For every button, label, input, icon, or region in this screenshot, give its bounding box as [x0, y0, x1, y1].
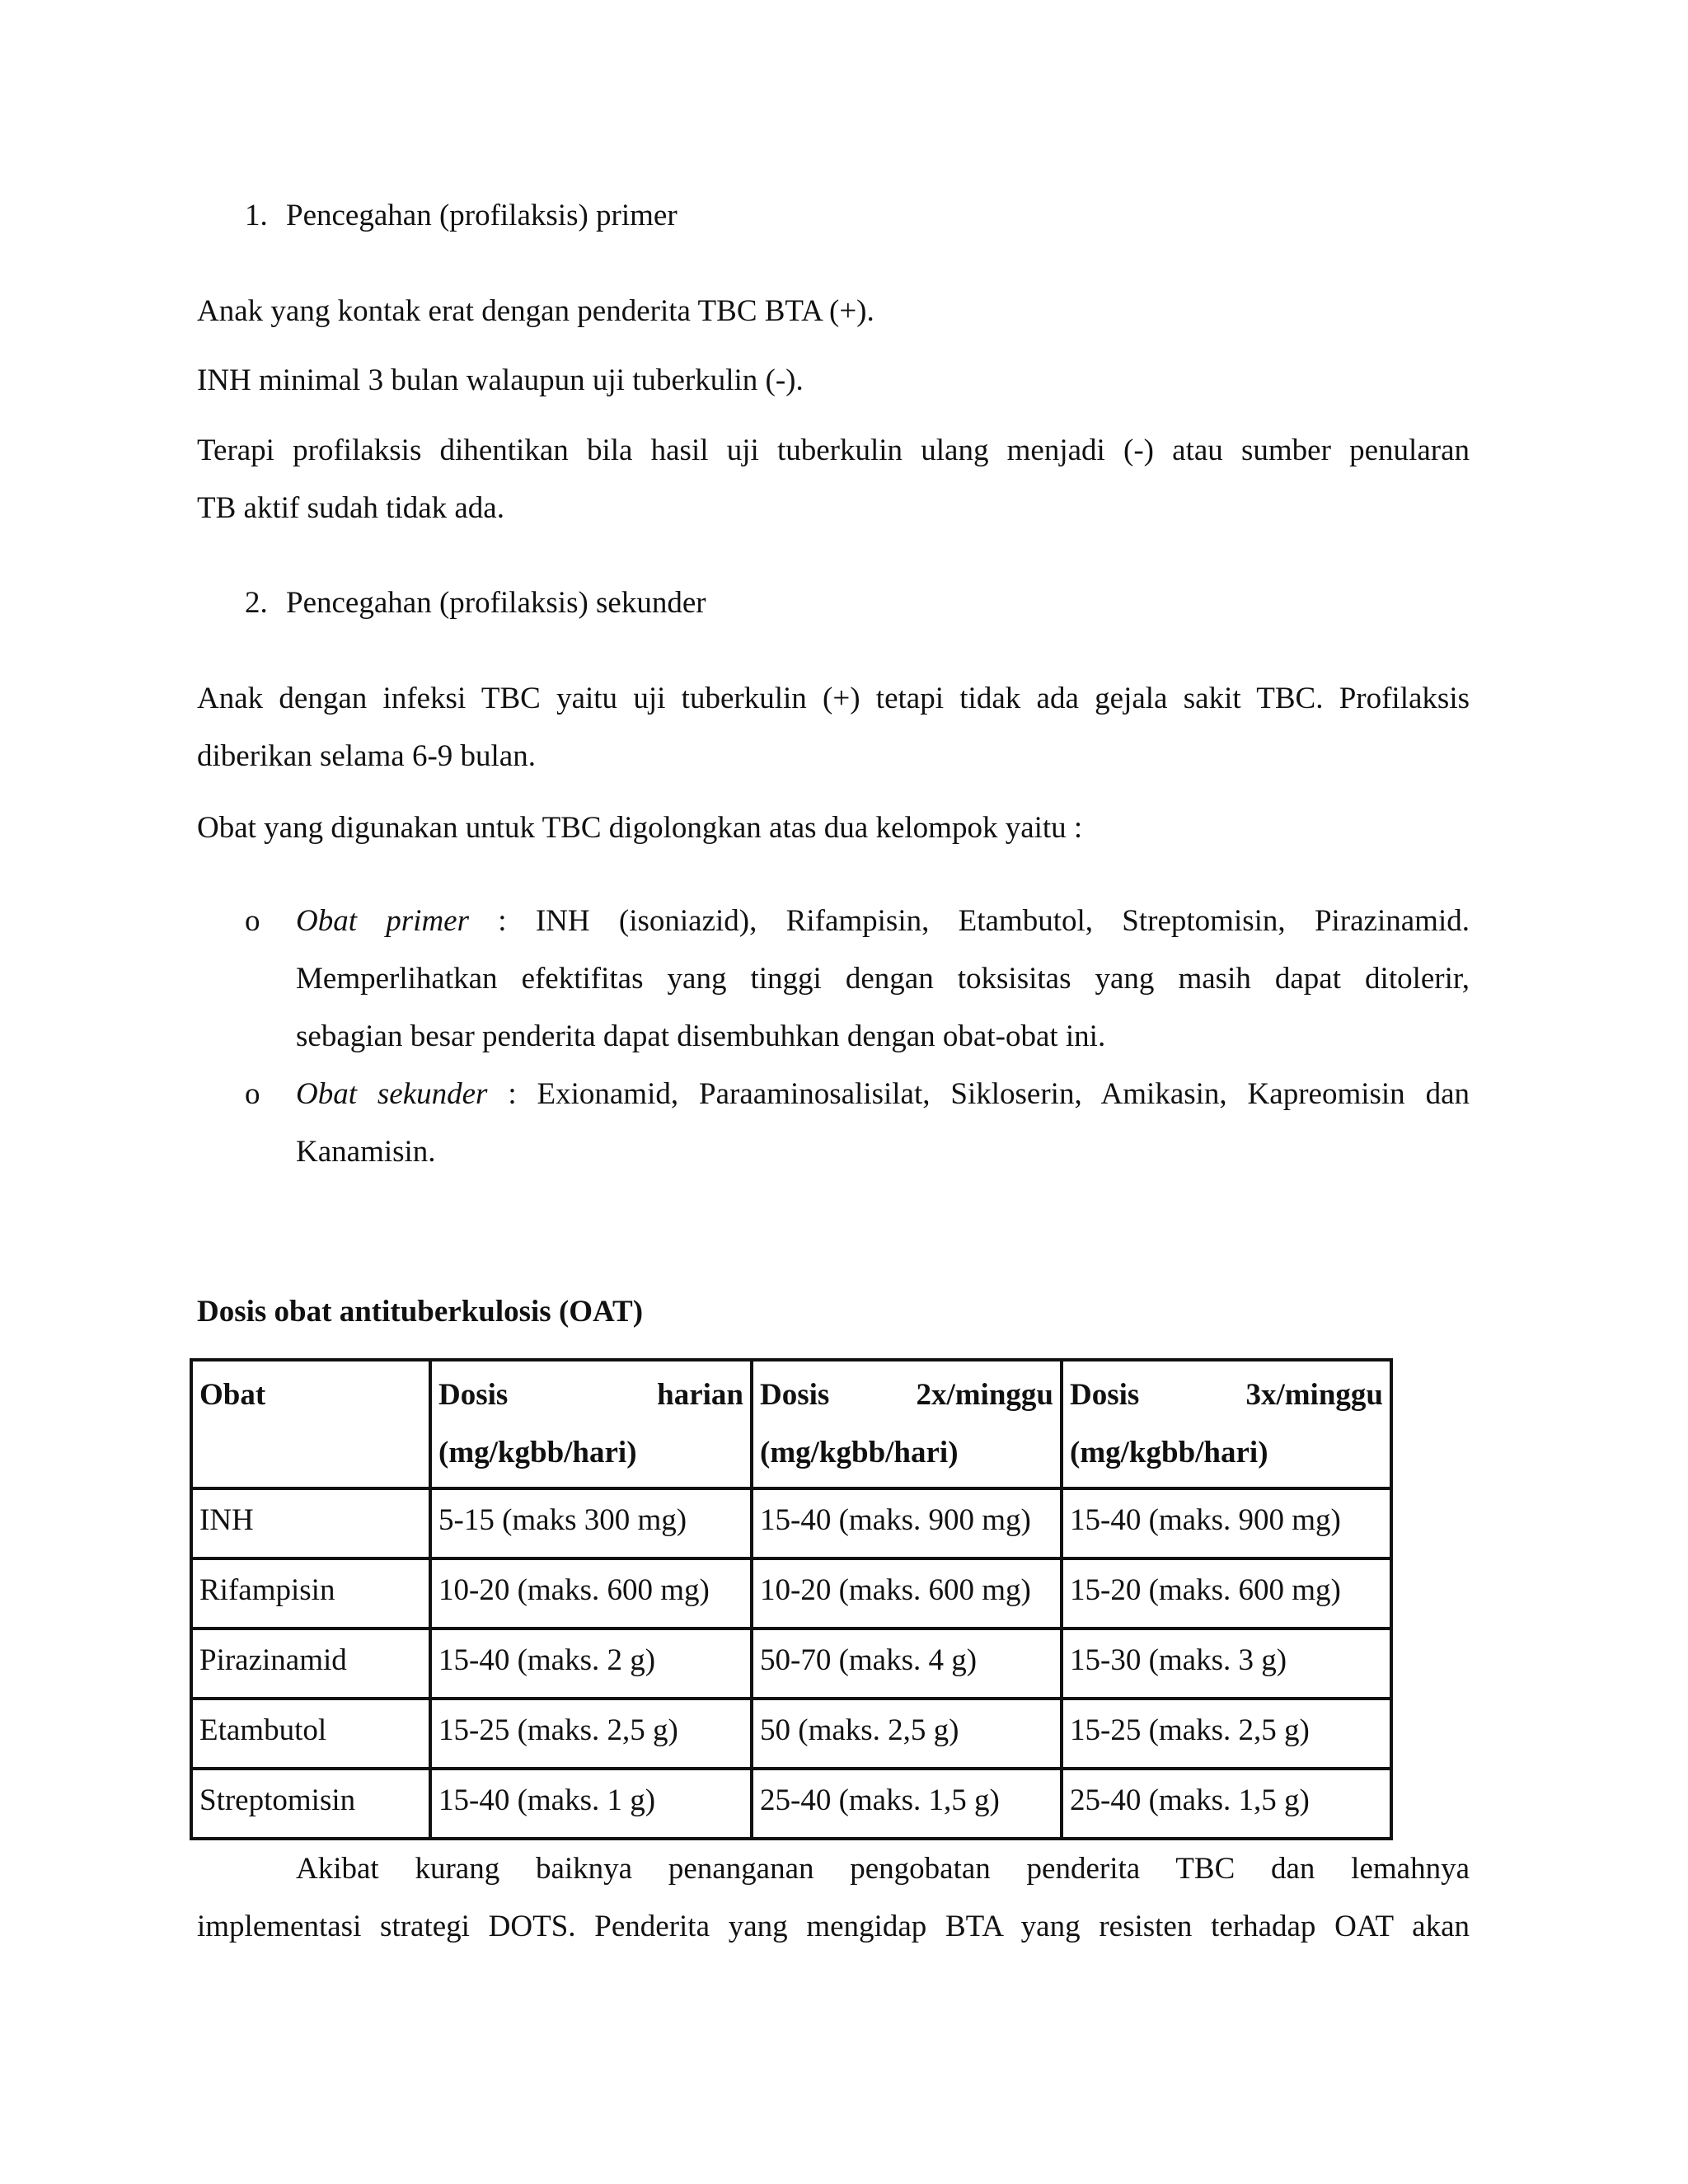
table-cell: 15-25 (maks. 2,5 g): [1062, 1699, 1391, 1769]
bullet-secondary-line2: Kanamisin.: [296, 1135, 436, 1169]
header-2x-minggu: [752, 1360, 1062, 1488]
paragraph-therapy-line2: TB aktif sudah tidak ada.: [197, 491, 504, 525]
table-title: Dosis obat antituberkulosis (OAT): [197, 1295, 644, 1329]
table-cell: 50 (maks. 2,5 g): [752, 1699, 1062, 1769]
bullet-term: Obat sekunder: [296, 1077, 488, 1111]
list-number: 2.: [245, 586, 268, 620]
bullet-marker: o: [245, 1077, 260, 1111]
table-cell: 15-20 (maks. 600 mg): [1062, 1558, 1391, 1629]
header-unit: (mg/kgbb/hari): [760, 1436, 959, 1469]
paragraph-therapy-line1: Terapi profilaksis dihentikan bila hasil uji tuberkulin ulang menjadi (-) atau sumber penularan: [197, 434, 1470, 467]
list-item-1: [245, 187, 678, 245]
table-cell: 50-70 (maks. 4 g): [752, 1629, 1062, 1699]
header-harian: [430, 1360, 752, 1488]
list-item-text: Pencegahan (profilaksis) sekunder: [286, 586, 706, 620]
table-cell: 15-40 (maks. 1 g): [430, 1769, 752, 1839]
bullet-primary-line2: Memperlihatkan efektifitas yang tinggi dengan toksisitas yang masih dapat ditolerir,: [296, 962, 1470, 996]
table-cell: 15-40 (maks. 900 mg): [1062, 1488, 1391, 1558]
header-text: harian: [657, 1378, 743, 1412]
header-text: Dosis: [438, 1378, 509, 1412]
header-text: 3x/minggu: [1245, 1378, 1383, 1412]
table-cell: 10-20 (maks. 600 mg): [752, 1558, 1062, 1629]
bullet-primary-line3: sebagian besar penderita dapat disembuhkan dengan obat-obat ini.: [296, 1019, 1106, 1053]
table-cell: Etambutol: [191, 1699, 430, 1769]
table-row: [191, 1488, 1391, 1558]
header-unit: (mg/kgbb/hari): [438, 1436, 637, 1469]
bullet-secondary-line1: [296, 1066, 1470, 1123]
list-number: 1.: [245, 199, 268, 232]
table-cell: 25-40 (maks. 1,5 g): [1062, 1769, 1391, 1839]
list-item-text: Pencegahan (profilaksis) primer: [286, 199, 678, 232]
table-cell: 10-20 (maks. 600 mg): [430, 1558, 752, 1629]
table-header-row: [191, 1360, 1391, 1488]
list-item-2: [245, 574, 706, 632]
header-text: Obat: [199, 1378, 266, 1412]
paragraph-closing-line2: implementasi strategi DOTS. Penderita yang mengidap BTA yang resisten terhadap OAT akan: [197, 1910, 1470, 1943]
header-text: 2x/minggu: [916, 1378, 1053, 1412]
table-row: [191, 1699, 1391, 1769]
table-cell: Pirazinamid: [191, 1629, 430, 1699]
paragraph-closing-line1: Akibat kurang baiknya penanganan pengobatan penderita TBC dan lemahnya: [296, 1852, 1470, 1886]
bullet-marker: o: [245, 904, 260, 938]
header-text: Dosis: [760, 1378, 830, 1412]
header-unit: (mg/kgbb/hari): [1070, 1436, 1268, 1469]
dosage-table: [190, 1358, 1393, 1840]
table-cell: 5-15 (maks 300 mg): [430, 1488, 752, 1558]
bullet-text: : Exionamid, Paraaminosalisilat, Sikloserin, Amikasin, Kapreomisin dan: [487, 1077, 1470, 1111]
paragraph-infection-line2: diberikan selama 6-9 bulan.: [197, 739, 536, 773]
table-row: [191, 1769, 1391, 1839]
table-cell: 15-30 (maks. 3 g): [1062, 1629, 1391, 1699]
paragraph-infection-line1: Anak dengan infeksi TBC yaitu uji tuberkulin (+) tetapi tidak ada gejala sakit TBC. Profilaksis: [197, 682, 1470, 715]
table-cell: Rifampisin: [191, 1558, 430, 1629]
table-cell: INH: [191, 1488, 430, 1558]
bullet-text: : INH (isoniazid), Rifampisin, Etambutol, Streptomisin, Pirazinamid.: [469, 904, 1470, 938]
bullet-term: Obat primer: [296, 904, 470, 938]
paragraph-inh: INH minimal 3 bulan walaupun uji tuberkulin (-).: [197, 363, 804, 397]
table-cell: 25-40 (maks. 1,5 g): [752, 1769, 1062, 1839]
paragraph-contact: Anak yang kontak erat dengan penderita TBC BTA (+).: [197, 294, 874, 328]
table-cell: 15-25 (maks. 2,5 g): [430, 1699, 752, 1769]
table-cell: 15-40 (maks. 2 g): [430, 1629, 752, 1699]
header-text: Dosis: [1070, 1378, 1140, 1412]
header-obat: [191, 1360, 430, 1488]
paragraph-drug-groups: Obat yang digunakan untuk TBC digolongkan atas dua kelompok yaitu :: [197, 811, 1083, 845]
header-3x-minggu: [1062, 1360, 1391, 1488]
table-cell: 15-40 (maks. 900 mg): [752, 1488, 1062, 1558]
bullet-primary-line1: [296, 893, 1470, 950]
table-row: [191, 1629, 1391, 1699]
table-row: [191, 1558, 1391, 1629]
table-cell: Streptomisin: [191, 1769, 430, 1839]
